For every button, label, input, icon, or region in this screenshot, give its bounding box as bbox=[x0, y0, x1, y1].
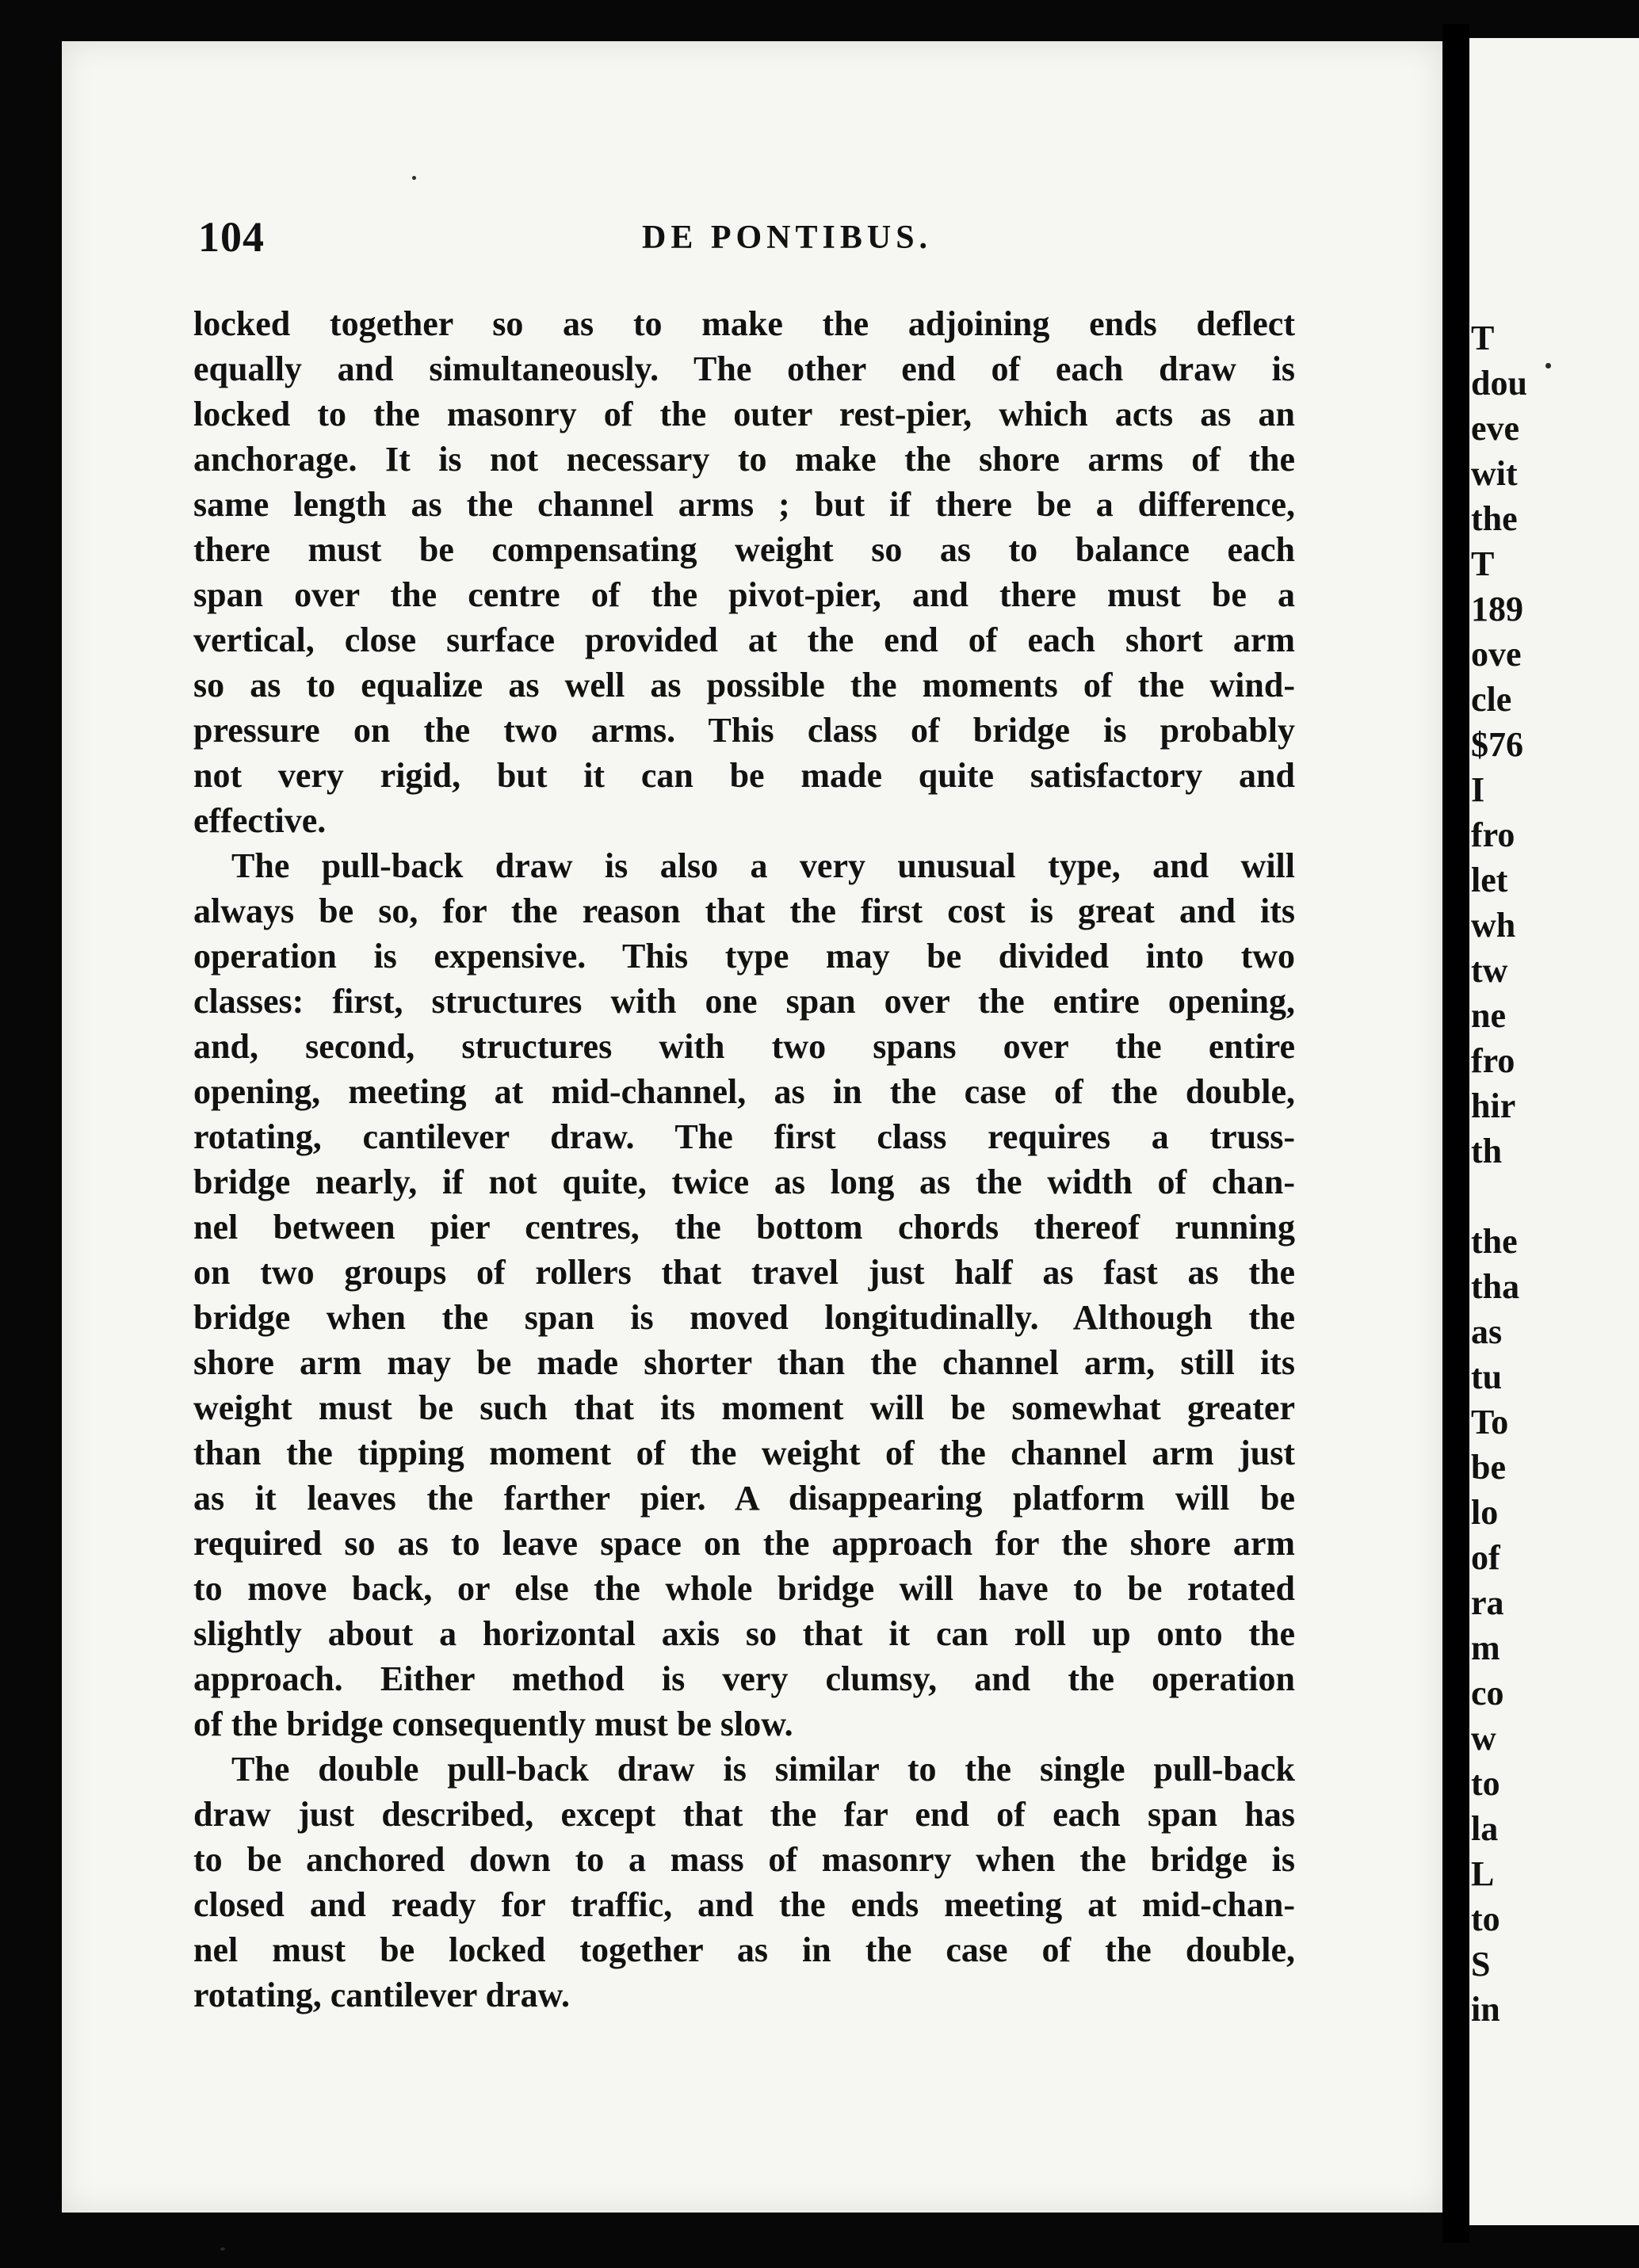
text-line: so as to equalize as well as possible the moments of the wind- bbox=[193, 666, 1295, 704]
right-page-fragment: hir bbox=[1471, 1086, 1516, 1125]
right-page-fragment: w bbox=[1471, 1719, 1496, 1758]
right-page-fragment: S bbox=[1471, 1945, 1491, 1984]
text-line: rotating, cantilever draw. The first class requires a truss- bbox=[193, 1117, 1295, 1156]
text-line: of the bridge consequently must be slow. bbox=[193, 1705, 793, 1743]
running-head bbox=[198, 212, 1276, 268]
text-line: to move back, or else the whole bridge will have to be rotated bbox=[193, 1569, 1295, 1608]
text-line: nel must be locked together as in the case of the double, bbox=[193, 1930, 1295, 1969]
text-line: bridge when the span is moved longitudinally. Although the bbox=[193, 1298, 1295, 1337]
text-line: vertical, close surface provided at the end of each short arm bbox=[193, 620, 1295, 659]
right-page-fragment: tu bbox=[1471, 1357, 1503, 1396]
right-page-text bbox=[1471, 315, 1639, 2032]
right-page-fragment: I bbox=[1471, 770, 1485, 809]
right-page-fragment: L bbox=[1471, 1854, 1495, 1893]
right-page-fragment: ne bbox=[1471, 996, 1506, 1035]
right-page-fragment: T bbox=[1471, 319, 1495, 357]
text-line: equally and simultaneously. The other end of each draw is bbox=[193, 349, 1295, 388]
text-line: not very rigid, but it can be made quite satisfactory and bbox=[193, 756, 1295, 795]
text-line: and, second, structures with two spans over the entire bbox=[193, 1027, 1295, 1066]
right-page-fragment: dou bbox=[1471, 364, 1527, 403]
right-page-fragment: To bbox=[1471, 1403, 1509, 1441]
right-page-fragment: of bbox=[1471, 1538, 1500, 1577]
right-page-fragment bbox=[1471, 1174, 1639, 1219]
right-page-edge bbox=[1469, 38, 1639, 2225]
text-line: anchorage. It is not necessary to make the shore arms of the bbox=[193, 440, 1295, 479]
right-page-fragment: tw bbox=[1471, 951, 1508, 990]
text-line: slightly about a horizontal axis so that it can roll up onto the bbox=[193, 1614, 1295, 1653]
right-page-fragment: ove bbox=[1471, 635, 1522, 674]
text-line: there must be compensating weight so as to balance each bbox=[193, 530, 1295, 569]
text-line: same length as the channel arms ; but if there be a difference, bbox=[193, 485, 1295, 524]
paragraph-start-line: The double pull-back draw is similar to the single pull-back bbox=[231, 1750, 1295, 1789]
text-line: locked together so as to make the adjoining ends deflect bbox=[193, 304, 1295, 343]
right-page-fragment: wh bbox=[1471, 906, 1516, 945]
running-title: DE PONTIBUS. bbox=[642, 220, 933, 256]
right-page-fragment: tha bbox=[1471, 1267, 1520, 1306]
text-line: required so as to leave space on the approach for the shore arm bbox=[193, 1524, 1295, 1563]
paragraph-start-line: The pull-back draw is also a very unusual type, and will bbox=[231, 846, 1295, 885]
right-page-fragment: fro bbox=[1471, 1041, 1515, 1080]
text-line: opening, meeting at mid-channel, as in the case of the double, bbox=[193, 1072, 1295, 1111]
left-page bbox=[62, 41, 1442, 2213]
right-page-fragment: $76 bbox=[1471, 725, 1523, 764]
text-line: nel between pier centres, the bottom chords thereof running bbox=[193, 1208, 1295, 1247]
right-page-fragment: th bbox=[1471, 1132, 1503, 1170]
right-page-fragment: 189 bbox=[1471, 590, 1523, 628]
text-line: closed and ready for traffic, and the ends meeting at mid-chan- bbox=[193, 1885, 1295, 1924]
text-line: approach. Either method is very clumsy, and the operation bbox=[193, 1659, 1295, 1698]
right-page-fragment: eve bbox=[1471, 409, 1520, 448]
text-line: effective. bbox=[193, 801, 327, 840]
text-line: bridge nearly, if not quite, twice as long as the width of chan- bbox=[193, 1163, 1295, 1201]
right-page-fragment: to bbox=[1471, 1764, 1500, 1803]
dust-speck bbox=[220, 2247, 225, 2251]
right-page-fragment: be bbox=[1471, 1448, 1506, 1487]
right-page-fragment: ra bbox=[1471, 1583, 1504, 1622]
text-line: to be anchored down to a mass of masonry when the bridge is bbox=[193, 1840, 1295, 1879]
page-number: 104 bbox=[198, 213, 265, 261]
page-gutter bbox=[1442, 24, 1469, 2243]
text-line: classes: first, structures with one span over the entire opening, bbox=[193, 982, 1295, 1021]
text-line: draw just described, except that the far end of each span has bbox=[193, 1795, 1295, 1834]
text-line: on two groups of rollers that travel just half as fast as the bbox=[193, 1253, 1295, 1292]
text-line: rotating, cantilever draw. bbox=[193, 1976, 570, 2014]
text-line: operation is expensive. This type may be divided into two bbox=[193, 937, 1295, 976]
body-text bbox=[193, 301, 1295, 2018]
right-page-fragment: fro bbox=[1471, 815, 1515, 854]
text-line: locked to the masonry of the outer rest-pier, which acts as an bbox=[193, 395, 1295, 433]
dust-speck bbox=[1545, 363, 1551, 368]
right-page-fragment: m bbox=[1471, 1628, 1500, 1667]
right-page-fragment: wit bbox=[1471, 454, 1518, 493]
right-page-fragment: la bbox=[1471, 1809, 1499, 1848]
right-page-fragment: in bbox=[1471, 1990, 1500, 2029]
text-line: as it leaves the farther pier. A disappearing platform will be bbox=[193, 1479, 1295, 1518]
right-page-fragment: to bbox=[1471, 1900, 1500, 1938]
right-page-fragment: let bbox=[1471, 861, 1508, 899]
right-page-fragment: co bbox=[1471, 1674, 1504, 1712]
text-line: than the tipping moment of the weight of the channel arm just bbox=[193, 1434, 1295, 1472]
right-page-fragment: cle bbox=[1471, 680, 1512, 719]
right-page-fragment: the bbox=[1471, 1222, 1518, 1261]
right-page-fragment: as bbox=[1471, 1312, 1503, 1351]
text-line: pressure on the two arms. This class of bridge is probably bbox=[193, 711, 1295, 750]
right-page-fragment: T bbox=[1471, 544, 1495, 583]
text-line: always be so, for the reason that the first cost is great and its bbox=[193, 892, 1295, 930]
right-page-fragment: the bbox=[1471, 499, 1518, 538]
text-line: span over the centre of the pivot-pier, and there must be a bbox=[193, 575, 1295, 614]
dust-speck bbox=[412, 176, 416, 180]
text-line: shore arm may be made shorter than the channel arm, still its bbox=[193, 1343, 1295, 1382]
right-page-fragment: lo bbox=[1471, 1493, 1499, 1532]
text-line: weight must be such that its moment will be somewhat greater bbox=[193, 1388, 1295, 1427]
